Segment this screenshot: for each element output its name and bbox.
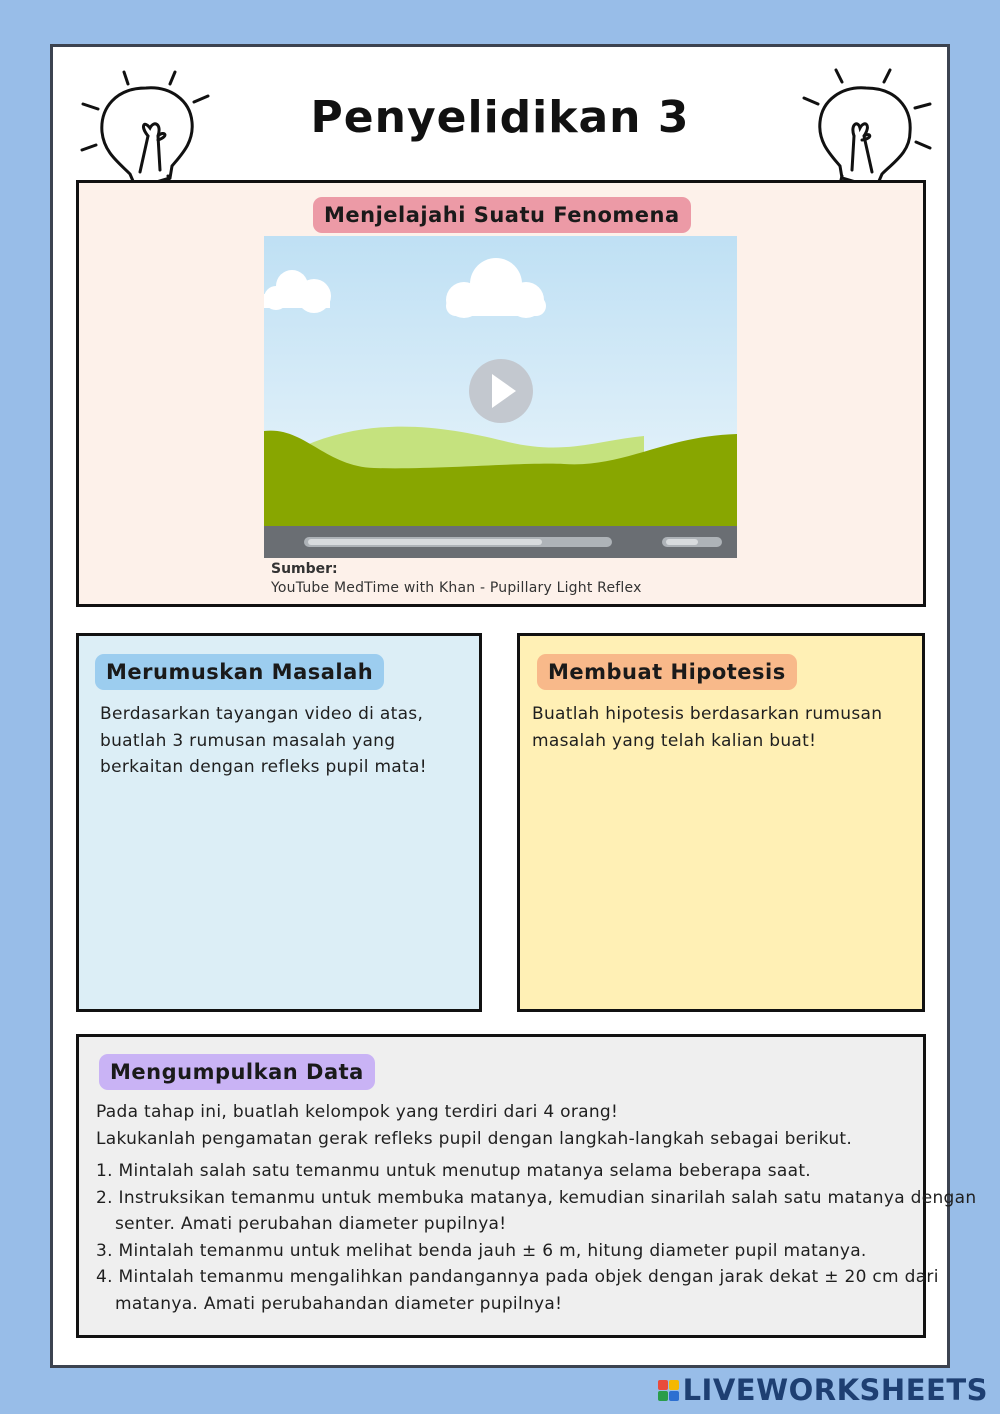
text-line: Berdasarkan tayangan video di atas, bbox=[100, 704, 424, 724]
liveworksheets-logo-icon bbox=[658, 1380, 679, 1401]
hypothesis-heading: Membuat Hipotesis bbox=[537, 654, 797, 690]
text-line: berkaitan dengan refleks pupil mata! bbox=[100, 757, 427, 777]
list-item: 1. Mintalah salah satu temanmu untuk menutup matanya selama beberapa saat. bbox=[96, 1161, 811, 1181]
list-item: 4. Mintalah temanmu mengalihkan pandangannya pada objek dengan jarak dekat ± 20 cm dari matanya. Amati perubahandan diameter pupilnya! bbox=[96, 1267, 939, 1314]
data-heading: Mengumpulkan Data bbox=[99, 1054, 375, 1090]
text-line: Lakukanlah pengamatan gerak refleks pupil dengan langkah-langkah sebagai berikut. bbox=[96, 1128, 853, 1149]
brand-name: LIVEWORKSHEETS bbox=[682, 1373, 988, 1407]
volume-fill bbox=[666, 539, 698, 545]
video-player[interactable] bbox=[264, 236, 737, 558]
text-line: buatlah 3 rumusan masalah yang bbox=[100, 730, 396, 751]
list-item: 2. Instruksikan temanmu untuk membuka matanya, kemudian sinarilah salah satu matanya dengan senter. Amati perubahan diameter pupilnya! bbox=[96, 1187, 977, 1234]
list-item: 3. Mintalah temanmu untuk melihat benda jauh ± 6 m, hitung diameter pupil matanya. bbox=[96, 1240, 867, 1261]
problem-heading: Merumuskan Masalah bbox=[95, 654, 384, 690]
page-title: Penyelidikan 3 bbox=[310, 92, 690, 143]
source-label: Sumber: bbox=[271, 561, 338, 577]
steps-list bbox=[96, 1158, 1000, 1317]
source-text: YouTube MedTime with Khan - Pupillary Light Reflex bbox=[271, 580, 642, 596]
phenomenon-heading: Menjelajahi Suatu Fenomena bbox=[313, 197, 691, 233]
progress-fill bbox=[308, 539, 542, 545]
problem-instructions bbox=[100, 701, 427, 781]
video-thumbnail bbox=[264, 236, 737, 558]
brand-logo bbox=[658, 1373, 988, 1407]
text-line: Buatlah hipotesis berdasarkan rumusan bbox=[532, 704, 883, 724]
play-icon[interactable] bbox=[469, 359, 533, 423]
data-intro bbox=[96, 1099, 852, 1152]
hypothesis-instructions bbox=[532, 701, 882, 754]
text-line: Pada tahap ini, buatlah kelompok yang terdiri dari 4 orang! bbox=[96, 1102, 619, 1122]
text-line: masalah yang telah kalian buat! bbox=[532, 730, 817, 751]
